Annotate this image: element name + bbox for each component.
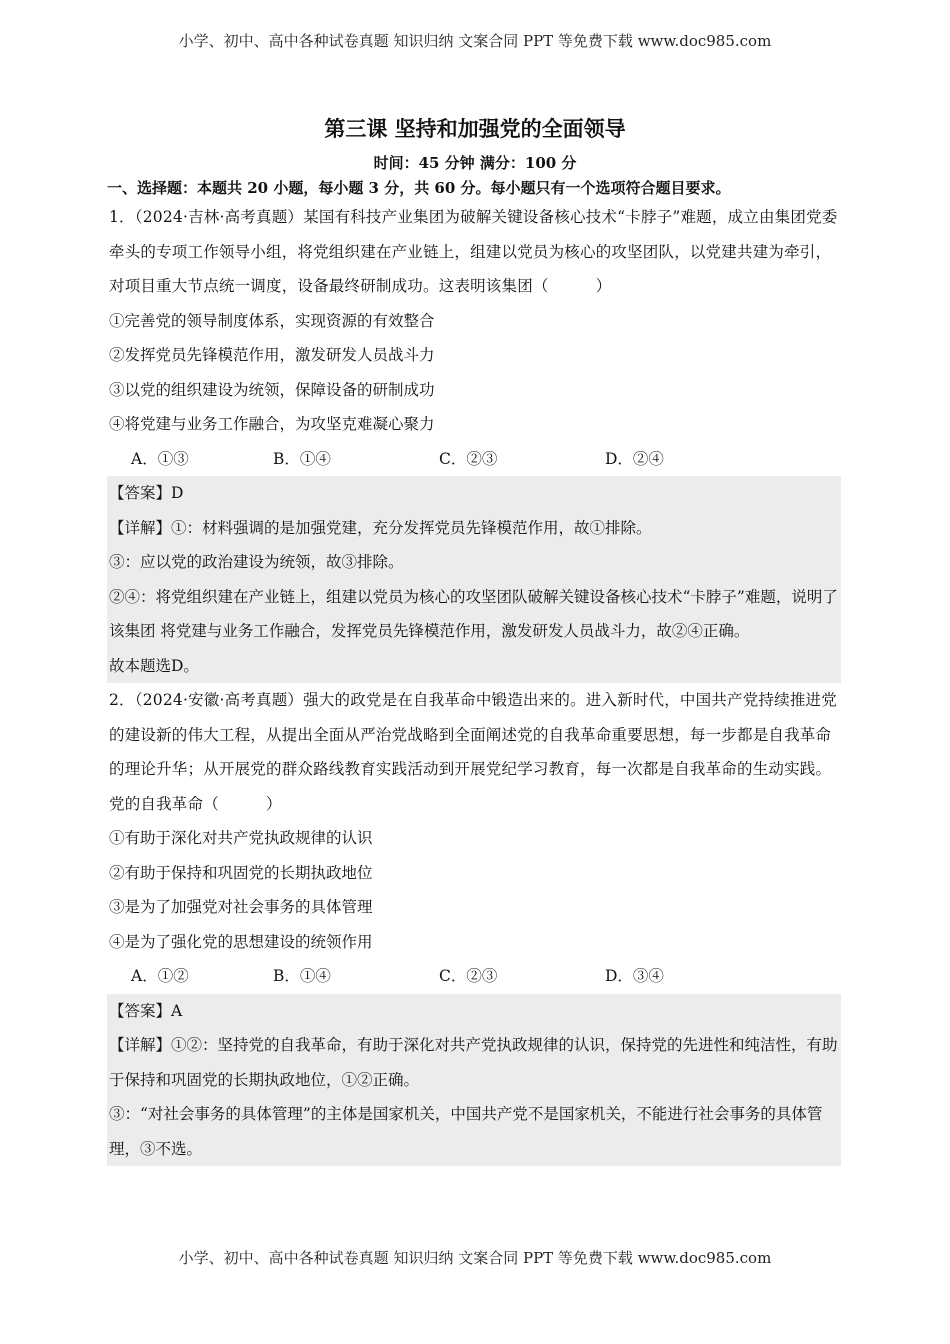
statement-option: ②发挥党员先锋模范作用，激发研发人员战斗力 [109,346,435,364]
choice-c: C．②③ [439,967,498,985]
section-heading: 一、选择题：本题共 20 小题，每小题 3 分，共 60 分。每小题只有一个选项符合题目要求。 [107,179,731,197]
question-stem: 2．（2024·安徽·高考真题）强大的政党是在自我革命中锻造出来的。进入新时代，中国共产党持续推进党的建设新的伟大工程，从提出全面从严治党战略到全面阐述党的自我革命重要思想，每一步都是自我革命的理论升华；从开展党的群众路线教育实践活动到开展党纪学习教育，每一次都是自我革命的生动实践。党的自我革命（ ） [109,691,837,813]
explanation-line: 【详解】①②：坚持党的自我革命，有助于深化对共产党执政规律的认识，保持党的先进性和纯洁性，有助于保持和巩固党的长期执政地位，①②正确。 [109,1036,838,1089]
answer-line: 【答案】D [109,484,184,502]
answer-block [107,994,841,1167]
page-header: 小学、初中、高中各种试卷真题 知识归纳 文案合同 PPT 等免费下载 www.doc985.com [178,32,772,50]
document-body [109,112,841,1166]
page-footer: 小学、初中、高中各种试卷真题 知识归纳 文案合同 PPT 等免费下载 www.doc985.com [178,1249,772,1267]
choice-d: D．②④ [605,449,664,468]
statement-option: ①完善党的领导制度体系，实现资源的有效整合 [109,311,435,330]
choice-b: B．①④ [273,967,331,985]
statement-option: ②有助于保持和巩固党的长期执政地位 [109,863,373,882]
choice-c: C．②③ [439,449,498,468]
statement-option: ①有助于深化对共产党执政规律的认识 [109,829,373,847]
statement-option: ④将党建与业务工作融合，为攻坚克难凝心聚力 [109,415,435,433]
answer-choices [109,442,841,477]
question-2 [109,683,841,1166]
question-1 [109,200,841,683]
exam-info: 时间：45 分钟 满分：100 分 [373,154,577,172]
explanation-line: ②④：将党组织建在产业链上，组建以党员为核心的攻坚团队破解关键设备核心技术“卡脖子”难题，说明了该集团 将党建与业务工作融合，发挥党员先锋模范作用，激发研发人员战斗力，故②④正确。 [109,587,838,640]
explanation-line: ③：“对社会事务的具体管理”的主体是国家机关，中国共产党不是国家机关，不能进行社会事务的具体管理，③不选。 [109,1105,823,1158]
explanation-line: ③：应以党的政治建设为统领，故③排除。 [109,553,404,571]
choice-d: D．③④ [605,967,664,985]
statement-option: ③以党的组织建设为统领，保障设备的研制成功 [109,380,435,399]
answer-block [107,476,841,683]
choice-b: B．①④ [273,449,331,468]
choice-a: A．①② [131,967,189,985]
answer-choices [109,959,841,994]
question-stem: 1．（2024·吉林·高考真题）某国有科技产业集团为破解关键设备核心技术“卡脖子”难题，成立由集团党委牵头的专项工作领导小组，将党组织建在产业链上，组建以党员为核心的攻坚团队，以党建共建为牵引，对项目重大节点统一调度，设备最终研制成功。这表明该集团（ ） [109,208,838,295]
explanation-line: 【详解】①：材料强调的是加强党建，充分发挥党员先锋模范作用，故①排除。 [109,518,652,537]
statement-option: ④是为了强化党的思想建设的统领作用 [109,932,373,951]
explanation-line: 故本题选D。 [109,656,199,675]
choice-a: A．①③ [131,449,189,468]
page-title: 第三课 坚持和加强党的全面领导 [324,116,626,141]
answer-line: 【答案】A [109,1001,183,1020]
statement-option: ③是为了加强党对社会事务的具体管理 [109,898,373,916]
